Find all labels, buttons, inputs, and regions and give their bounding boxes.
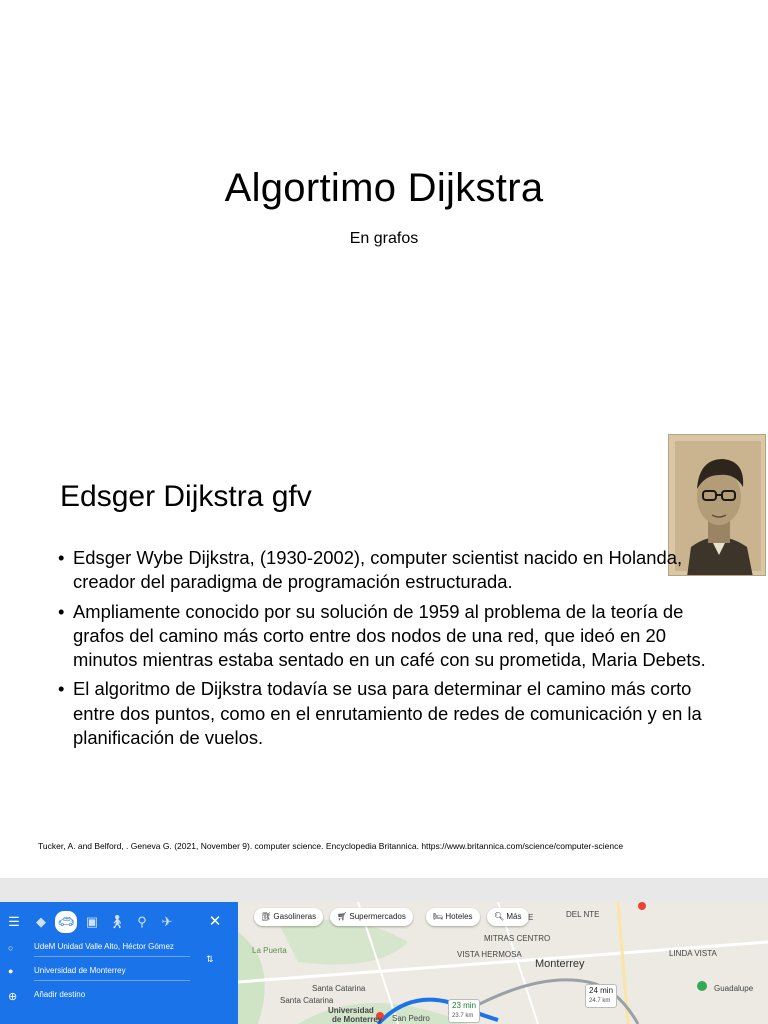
alt-route-time-badge[interactable]: 24 min 24.7 km: [585, 984, 617, 1008]
map-label: Guadalupe: [714, 984, 754, 993]
route-time-badge[interactable]: 23 min 23.7 km: [448, 999, 480, 1023]
map-label: LINDA VISTA: [669, 949, 717, 958]
map-label: E: [528, 913, 534, 922]
destination-pin-icon: ●: [8, 966, 14, 976]
origin-dot-icon: ○: [8, 943, 14, 953]
add-destination-link[interactable]: Añadir destino: [34, 990, 86, 999]
chip-more[interactable]: 🔍︎ Más: [487, 908, 529, 926]
flight-icon[interactable]: ✈︎: [161, 914, 173, 929]
directions-icon[interactable]: ◆: [36, 914, 46, 929]
map-label: Monterrey: [535, 958, 585, 970]
menu-icon[interactable]: ☰: [8, 914, 20, 929]
bullet-item: • Ampliamente conocido por su solución de 1959 al problema de la teoría de grafos del camino más corto entre dos nodos de una red, que ideó en 20 minutos mientras estaba sentado en un café con su prometida, Maria Debets.: [58, 600, 718, 673]
bike-icon[interactable]: ⚲: [137, 914, 147, 929]
bullet-item: • Edsger Wybe Dijkstra, (1930-2002), computer scientist nacido en Holanda, creador del paradigma de programación estructurada.: [58, 546, 718, 595]
map-label: Santa Catarina: [312, 984, 366, 993]
map-label: VISTA HERMOSA: [457, 950, 522, 959]
swap-icon[interactable]: ⇅: [206, 954, 214, 964]
travel-mode-bar: [0, 908, 238, 936]
car-icon[interactable]: 🚗︎: [55, 911, 77, 933]
close-icon[interactable]: ✕: [208, 913, 222, 930]
bullet-item: • El algoritmo de Dijkstra todavía se usa para determinar el camino más corto entre dos puntos, como en el enrutamiento de redes de comunicación y en la planificación de vuelos.: [58, 677, 718, 750]
map-label: de Monterrey: [332, 1015, 383, 1024]
citation: Tucker, A. and Belford, . Geneva G. (2021, November 9). computer science. Encyclopedia Britannica. https://www.britannica.com/science/computer-science: [38, 841, 624, 851]
walk-icon[interactable]: 🚶︎: [108, 914, 126, 929]
origin-input[interactable]: UdeM Unidad Valle Alto, Héctor Gómez: [34, 938, 190, 957]
title-slide: [0, 0, 768, 432]
map-label: MITRAS CENTRO: [484, 934, 551, 943]
map-label: San Pedro: [392, 1014, 430, 1023]
bullet-list: [58, 546, 718, 755]
biography-slide: [0, 432, 768, 878]
map-label: DEL NTE: [566, 910, 600, 919]
map-label: La Puerta: [252, 946, 287, 955]
slide-subtitle: En grafos: [349, 230, 419, 247]
add-icon[interactable]: ⊕: [8, 991, 18, 1003]
chip-supermarkets[interactable]: 🛒︎ Supermercados: [330, 908, 413, 926]
maps-slide: [0, 878, 768, 1024]
transit-icon[interactable]: ▣: [85, 914, 99, 929]
map-label: Universidad: [328, 1006, 374, 1015]
map-label: Santa Catarina: [280, 996, 334, 1005]
slide-title: Algortimo Dijkstra: [224, 166, 544, 210]
slide-heading: Edsger Dijkstra gfv: [60, 480, 312, 513]
chip-hotels[interactable]: 🛏︎ Hoteles: [426, 908, 480, 926]
directions-panel: [0, 902, 238, 1024]
map-view[interactable]: [238, 902, 768, 1024]
chip-gas[interactable]: ⛽︎ Gasolineras: [254, 908, 323, 926]
destination-input[interactable]: Universidad de Monterrey: [34, 962, 190, 981]
